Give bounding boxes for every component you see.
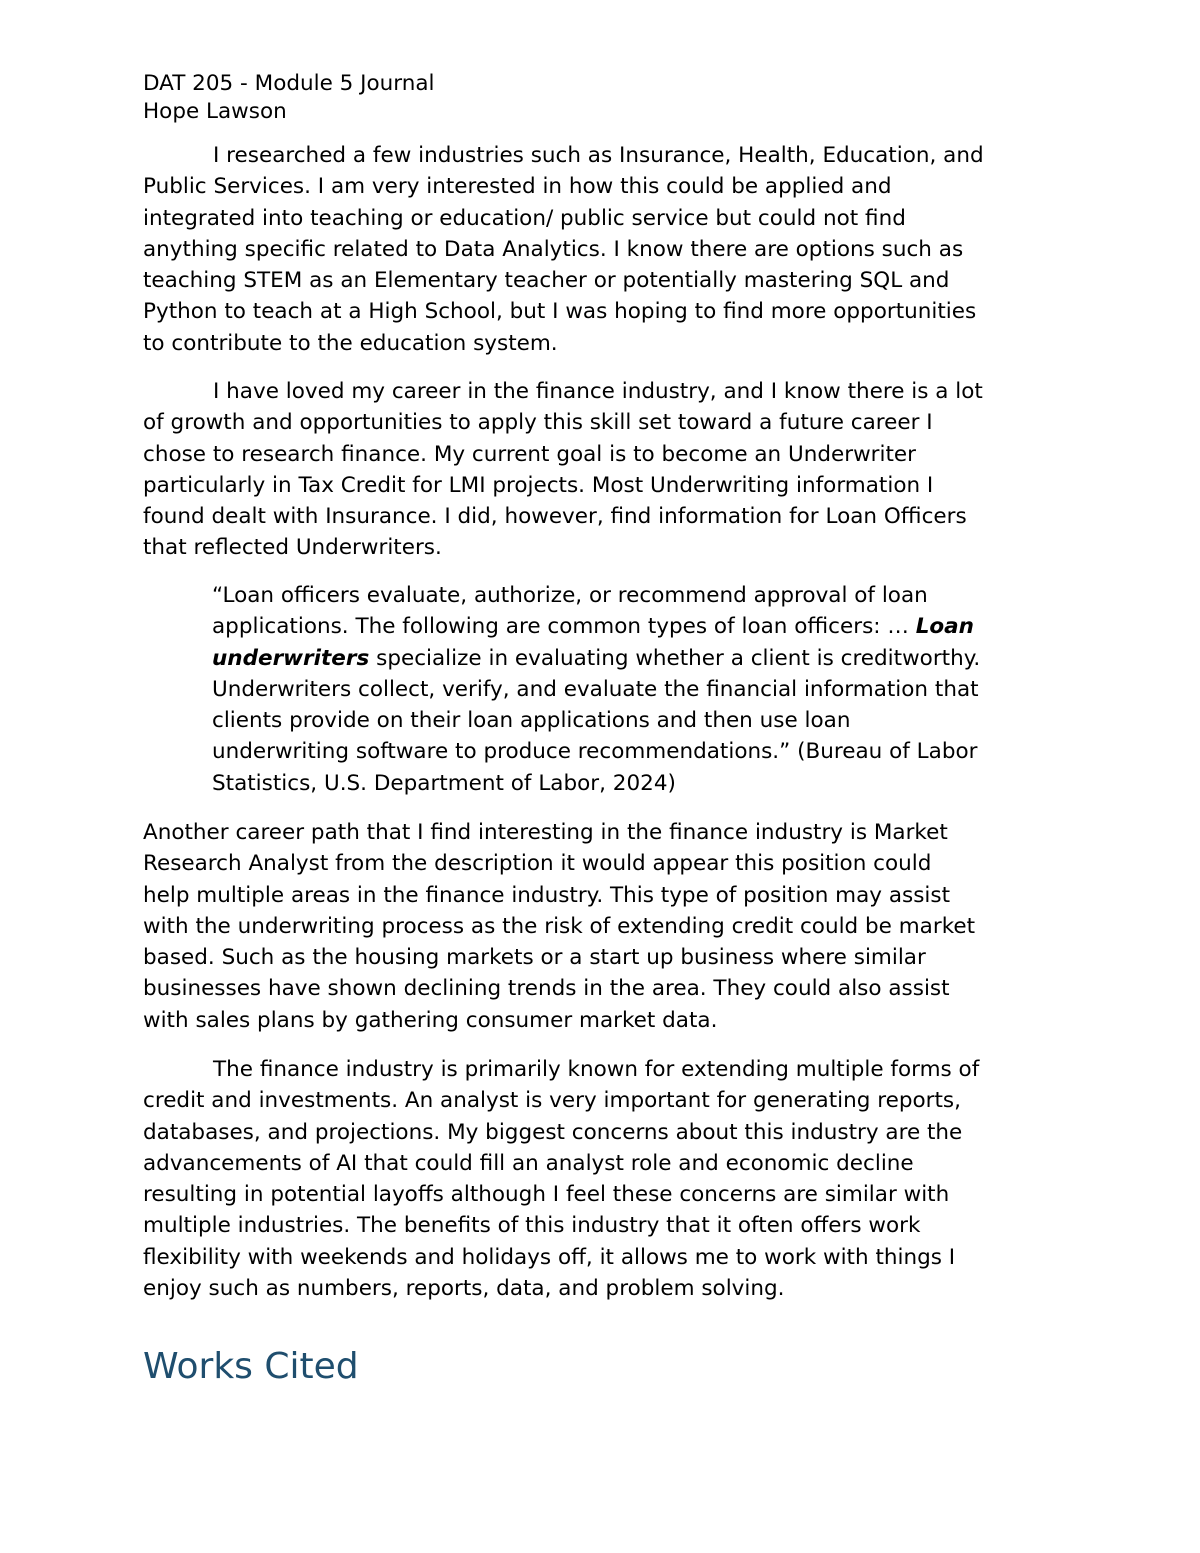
paragraph-finance-industry <box>143 1054 1073 1304</box>
paragraph-line: teaching STEM as an Elementary teacher or potentially mastering SQL and <box>143 268 950 294</box>
paragraph-line: with the underwriting process as the risk of extending credit could be market <box>143 913 976 939</box>
quote-line: clients provide on their loan applications and then use loan <box>212 708 851 734</box>
paragraph-line: of growth and opportunities to apply this skill set toward a future career I <box>143 410 933 436</box>
paragraph-line: credit and investments. An analyst is very important for generating reports, <box>143 1088 961 1114</box>
quote-line: Statistics, U.S. Department of Labor, 2024) <box>212 770 676 796</box>
paragraph-line: The finance industry is primarily known for extending multiple forms of <box>213 1057 980 1082</box>
paragraph-line: I researched a few industries such as Insurance, Health, Education, and <box>213 143 984 168</box>
paragraph-line: enjoy such as numbers, reports, data, and problem solving. <box>143 1276 785 1302</box>
paragraph-line: found dealt with Insurance. I did, however, find information for Loan Officers <box>143 504 967 530</box>
course-title: DAT 205 - Module 5 Journal <box>143 71 435 96</box>
paragraph-line: I have loved my career in the finance industry, and I know there is a lot <box>213 379 983 404</box>
paragraph-line: anything specific related to Data Analytics. I know there are options such as <box>143 236 964 262</box>
paragraph-line: multiple industries. The benefits of this industry that it often offers work <box>143 1213 921 1239</box>
quote-line: “Loan officers evaluate, authorize, or recommend approval of loan <box>212 583 928 608</box>
block-quote-loan-officers <box>212 580 1072 799</box>
paragraph-line: flexibility with weekends and holidays off, it allows me to work with things I <box>143 1244 956 1270</box>
paragraph-finance-career <box>143 376 1073 564</box>
quote-emphasis: underwriters <box>212 645 370 671</box>
paragraph-market-research <box>143 817 1073 1036</box>
quote-text: applications. The following are common types of loan officers: … <box>212 614 916 640</box>
paragraph-line: businesses have shown declining trends in the area. They could also assist <box>143 976 950 1002</box>
paragraph-line: databases, and projections. My biggest concerns about this industry are the <box>143 1119 963 1145</box>
paragraph-line: help multiple areas in the finance industry. This type of position may assist <box>143 882 951 908</box>
paragraph-line: advancements of AI that could fill an analyst role and economic decline <box>143 1150 914 1176</box>
paragraph-line: to contribute to the education system. <box>143 330 558 356</box>
paragraph-line: Research Analyst from the description it would appear this position could <box>143 851 932 877</box>
paragraph-line: based. Such as the housing markets or a start up business where similar <box>143 945 926 971</box>
paragraph-industries-research <box>143 140 1073 359</box>
paragraph-line: particularly in Tax Credit for LMI projects. Most Underwriting information I <box>143 472 934 498</box>
quote-line: Underwriters collect, verify, and evaluate the financial information that <box>212 676 979 702</box>
author-name: Hope Lawson <box>143 99 287 124</box>
paragraph-line: Another career path that I find interesting in the finance industry is Market <box>143 820 948 845</box>
paragraph-line: with sales plans by gathering consumer market data. <box>143 1007 718 1033</box>
paragraph-line: resulting in potential layoffs although I feel these concerns are similar with <box>143 1182 950 1208</box>
quote-line: underwriting software to produce recommendations.” (Bureau of Labor <box>212 739 978 765</box>
quote-emphasis: Loan <box>915 614 974 640</box>
paragraph-line: Python to teach at a High School, but I was hoping to find more opportunities <box>143 299 977 325</box>
quote-text: specialize in evaluating whether a client is creditworthy. <box>369 645 981 671</box>
paragraph-line: that reflected Underwriters. <box>143 535 442 561</box>
works-cited-heading: Works Cited <box>143 1346 359 1387</box>
paragraph-line: chose to research finance. My current goal is to become an Underwriter <box>143 441 916 467</box>
quote-line <box>212 643 1072 674</box>
quote-line <box>212 611 1072 642</box>
paragraph-line: integrated into teaching or education/ public service but could not find <box>143 205 906 231</box>
paragraph-line: Public Services. I am very interested in how this could be applied and <box>143 174 892 200</box>
